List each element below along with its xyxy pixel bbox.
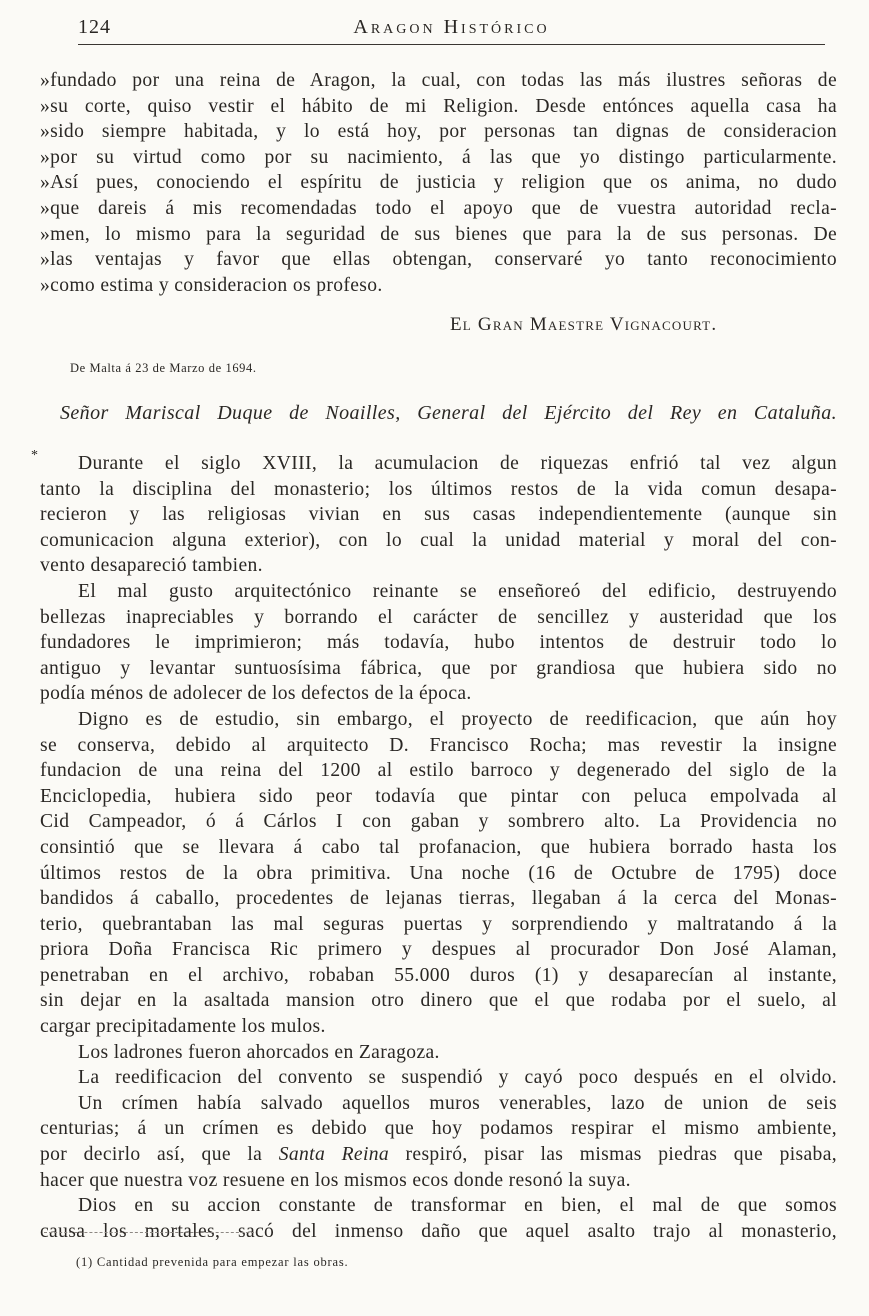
text-line: »men, lo mismo para la seguridad de sus bienes que para la de sus personas. De bbox=[40, 223, 837, 245]
text-line: últimos restos de la obra primitiva. Una noche (16 de Octubre de 1795) doce bbox=[40, 862, 837, 884]
text-line: Cid Campeador, ó á Cárlos I con gaban y sombrero alto. La Providencia no bbox=[40, 811, 837, 833]
text-line: podía ménos de adolecer de los defectos de la época. bbox=[40, 683, 472, 705]
text-line: »su corte, quiso vestir el hábito de mi Religion. Desde entónces aquella casa ha bbox=[40, 95, 837, 117]
text-line: »Así pues, conociendo el espíritu de justicia y religion que os anima, no dudo bbox=[40, 172, 837, 194]
text-line: vento desapareció tambien. bbox=[40, 555, 263, 577]
salutation: Señor Mariscal Duque de Noailles, General del Ejército del Rey en Cataluña. bbox=[60, 402, 837, 424]
text-line: Enciclopedia, hubiera sido peor todavía que pintar con peluca empolvada al bbox=[40, 785, 837, 807]
running-head bbox=[78, 14, 825, 45]
dateline: De Malta á 23 de Marzo de 1694. bbox=[70, 361, 257, 375]
text-line: antiguo y levantar suntuosísima fábrica, que por grandiosa que hubiera sido no bbox=[40, 657, 837, 679]
signature: El Gran Maestre Vignacourt. bbox=[450, 314, 718, 335]
text-line: La reedificacion del convento se suspendió y cayó poco después en el olvido. bbox=[78, 1067, 837, 1089]
text-line: Un crímen había salvado aquellos muros venerables, lazo de union de seis bbox=[78, 1092, 837, 1114]
text-line: bellezas inapreciables y borrando el carácter de sencillez y austeridad que los bbox=[40, 606, 837, 628]
text-line: fundadores le imprimieron; más todavía, hubo intentos de destruir todo lo bbox=[40, 632, 837, 654]
text-line: por decirlo así, que la Santa Reina respiró, pisar las mismas piedras que pisaba, bbox=[40, 1144, 837, 1166]
text-line: »sido siempre habitada, y lo está hoy, por personas tan dignas de consideracion bbox=[40, 121, 837, 143]
main-text bbox=[40, 451, 837, 1244]
text-line: se conserva, debido al arquitecto D. Francisco Rocha; mas revestir la insigne bbox=[40, 734, 837, 756]
text-line: »las ventajas y favor que ellas obtengan, conservaré yo tanto reconocimiento bbox=[40, 249, 837, 271]
text-line: Dios en su accion constante de transformar en bien, el mal de que somos bbox=[78, 1195, 837, 1217]
text-line: Digno es de estudio, sin embargo, el proyecto de reedificacion, que aún hoy bbox=[78, 708, 837, 730]
text-line: consintió que se llevara á cabo tal profanacion, que hubiera borrado hasta los bbox=[40, 836, 837, 858]
text-line: tanto la disciplina del monasterio; los últimos restos de la vida comun desapa- bbox=[40, 478, 837, 500]
text-line: »que dareis á mis recomendadas todo el apoyo que de vuestra autoridad recla- bbox=[40, 197, 837, 219]
text-line: Durante el siglo XVIII, la acumulacion de riquezas enfrió tal vez algun bbox=[78, 453, 837, 474]
text-line: centurias; á un crímen es debido que hoy podamos respirar el mismo ambiente, bbox=[40, 1118, 837, 1140]
margin-mark: * bbox=[31, 448, 38, 463]
footnote-rule bbox=[44, 1232, 254, 1233]
text-line: »fundado por una reina de Aragon, la cual, con todas las más ilustres señoras de bbox=[40, 70, 837, 91]
text-line: »como estima y consideracion os profeso. bbox=[40, 274, 383, 296]
page-number: 124 bbox=[78, 16, 111, 38]
italic-name: Santa Reina bbox=[278, 1144, 390, 1166]
running-title: Aragon Histórico bbox=[353, 16, 550, 38]
text-line: penetraban en el archivo, robaban 55.000 duros (1) y desaparecían al instante, bbox=[40, 964, 837, 986]
text-line: »por su virtud como por su nacimiento, á las que yo distingo particularmente. bbox=[40, 146, 837, 168]
text-line: Los ladrones fueron ahorcados en Zaragoza. bbox=[78, 1041, 440, 1063]
text-line: El mal gusto arquitectónico reinante se enseñoreó del edificio, destruyendo bbox=[78, 580, 837, 602]
text-line: terio, quebrantaban las mal seguras puertas y sorprendiendo y maltratando á la bbox=[40, 913, 837, 935]
text-line: hacer que nuestra voz resuene en los mismos ecos donde resonó la suya. bbox=[40, 1169, 631, 1191]
footnote: (1) Cantidad prevenida para empezar las obras. bbox=[76, 1255, 349, 1269]
letter-text bbox=[40, 68, 837, 298]
text-line: priora Doña Francisca Ric primero y despues al procurador Don José Alaman, bbox=[40, 939, 837, 961]
text-line: causa los mortales, sacó del inmenso daño que aquel asalto trajo al monasterio, bbox=[40, 1220, 837, 1242]
text-line: comunicacion alguna exterior), con lo cual la unidad material y moral del con- bbox=[40, 529, 837, 551]
text-line: cargar precipitadamente los mulos. bbox=[40, 1016, 326, 1038]
text-line: bandidos á caballo, procedentes de lejanas tierras, llegaban á la cerca del Monas- bbox=[40, 888, 837, 910]
text-line: recieron y las religiosas vivian en sus casas independientemente (aunque sin bbox=[40, 504, 837, 526]
text-line: fundacion de una reina del 1200 al estilo barroco y degenerado del siglo de la bbox=[40, 760, 837, 782]
text-line: sin dejar en la asaltada mansion otro dinero que el que rodaba por el suelo, al bbox=[40, 990, 837, 1012]
